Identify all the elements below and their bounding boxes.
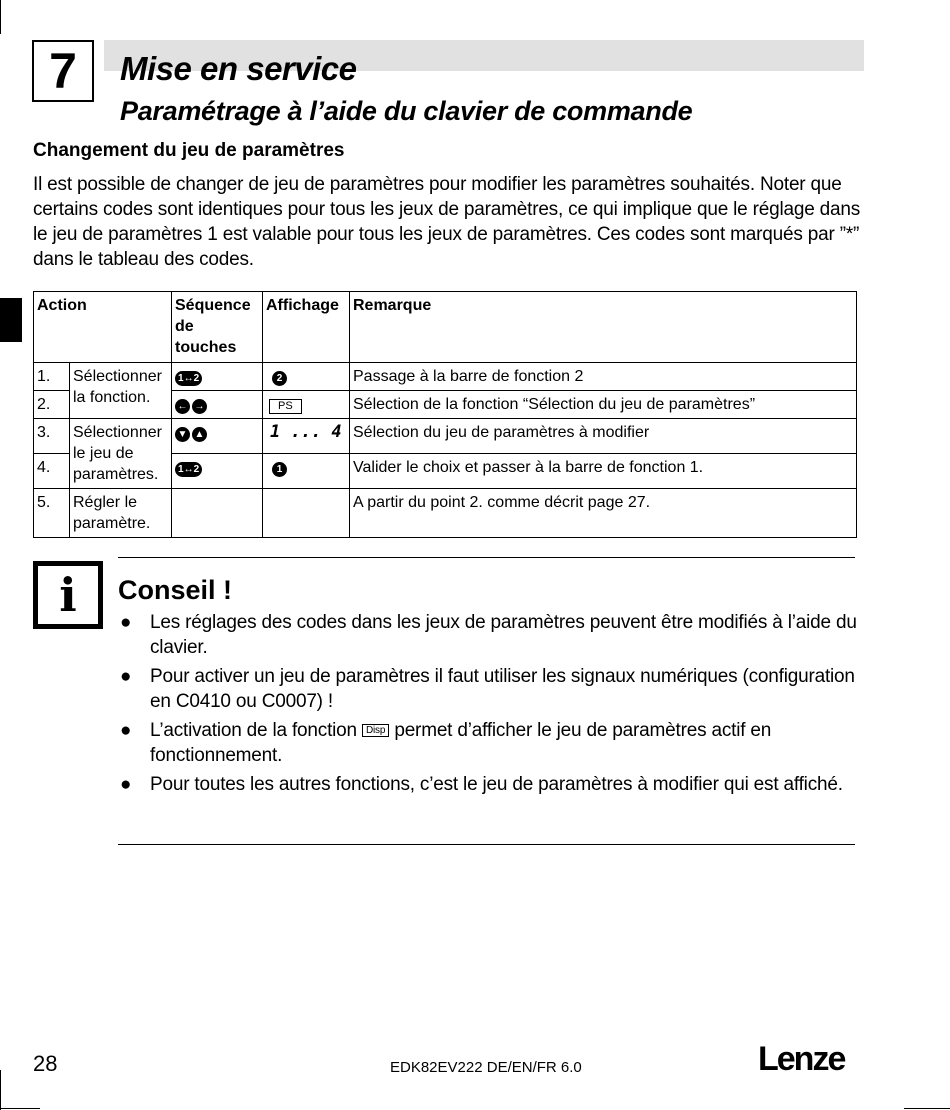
header-action: Action (34, 292, 172, 363)
crop-mark (0, 0, 1, 34)
document-reference: EDK82EV222 DE/EN/FR 6.0 (390, 1059, 582, 1076)
sequence-cell (172, 363, 263, 391)
remark-cell: Sélection du jeu de paramètres à modifier (350, 419, 857, 454)
page-subtitle: Paramétrage à l’aide du clavier de commande (120, 96, 693, 126)
remark-cell: Sélection de la fonction “Sélection du jeu de paramètres” (350, 391, 857, 419)
page-number: 28 (33, 1051, 58, 1076)
table-row (34, 363, 857, 391)
info-icon: i (33, 561, 103, 629)
key-sequence-table (33, 291, 857, 538)
tip-list (118, 610, 858, 801)
row-number: 5. (34, 489, 70, 538)
row-number: 4. (34, 454, 70, 489)
display-cell (263, 391, 350, 419)
divider (118, 557, 855, 558)
display-cell (263, 363, 350, 391)
table-row (34, 419, 857, 454)
chapter-number: 7 (49, 43, 77, 99)
section-heading: Changement du jeu de paramètres (33, 140, 345, 161)
function-bar-icon: 2 (272, 371, 287, 386)
disp-key-icon: Disp (362, 724, 389, 737)
shift-key-icon: 1 ↔ 2 (175, 371, 202, 386)
crop-mark (0, 1108, 40, 1109)
bullet-icon: ● (120, 720, 132, 741)
lcd-range-value: 1 ... 4 (270, 422, 342, 442)
prg-right-key-icon: → (192, 399, 207, 414)
bullet-icon: ● (120, 612, 132, 633)
action-cell: Régler le paramètre. (70, 489, 172, 538)
prg-left-key-icon: ← (175, 399, 190, 414)
tip-title: Conseil ! (118, 575, 233, 605)
remark-cell: Valider le choix et passer à la barre de fonction 1. (350, 454, 857, 489)
row-number: 2. (34, 391, 70, 419)
shift-key-icon: 1 ↔ 2 (175, 462, 202, 477)
header-sequence: Séquence de touches (172, 292, 263, 363)
list-item: ● Les réglages des codes dans les jeux de paramètres peuvent être modifiés à l’aide du clavier. (120, 612, 857, 658)
up-key-icon: ▲ (192, 427, 207, 442)
table-header-row (34, 292, 857, 363)
header-display: Affichage (263, 292, 350, 363)
header-remark: Remarque (350, 292, 857, 363)
sequence-cell (172, 419, 263, 454)
sequence-cell (172, 391, 263, 419)
ps-display-icon: PS (269, 399, 302, 414)
function-bar-icon: 1 (272, 462, 287, 477)
display-cell (263, 489, 350, 538)
row-number: 3. (34, 419, 70, 454)
sequence-cell (172, 489, 263, 538)
list-item: ● Pour toutes les autres fonctions, c’est le jeu de paramètres à modifier qui est affiché. (120, 774, 843, 795)
chapter-number-box (32, 40, 94, 102)
display-cell (263, 419, 350, 454)
lenze-logo: Lenze (758, 1040, 845, 1078)
divider (118, 844, 855, 845)
remark-cell: Passage à la barre de fonction 2 (350, 363, 857, 391)
remark-cell: A partir du point 2. comme décrit page 27. (350, 489, 857, 538)
bullet-icon: ● (120, 666, 132, 687)
chapter-tab-marker (0, 298, 22, 342)
table-row (34, 489, 857, 538)
display-cell (263, 454, 350, 489)
intro-paragraph: Il est possible de changer de jeu de paramètres pour modifier les paramètres souhaités. Noter que certains codes sont identiques pour tous les jeux de paramètres, ce qui implique que le réglage dans le jeu de paramètres 1 est valable pour tous les jeux de paramètres. Ces codes sont marqués par ”*” dans le tableau des codes. (33, 174, 861, 270)
action-cell: Sélectionner la fonction. (70, 363, 172, 419)
crop-mark (0, 1070, 1, 1110)
row-number: 1. (34, 363, 70, 391)
crop-mark (904, 1108, 950, 1109)
bullet-icon: ● (120, 774, 132, 795)
page-title: Mise en service (120, 50, 357, 87)
list-item: ● Pour activer un jeu de paramètres il faut utiliser les signaux numériques (configuration en C0410 ou C0007) ! (120, 666, 855, 712)
list-item: ● L’activation de la fonction Disp permet d’afficher le jeu de paramètres actif en fonctionnement. (120, 720, 772, 766)
sequence-cell (172, 454, 263, 489)
action-cell: Sélectionner le jeu de paramètres. (70, 419, 172, 489)
down-key-icon: ▼ (175, 427, 190, 442)
